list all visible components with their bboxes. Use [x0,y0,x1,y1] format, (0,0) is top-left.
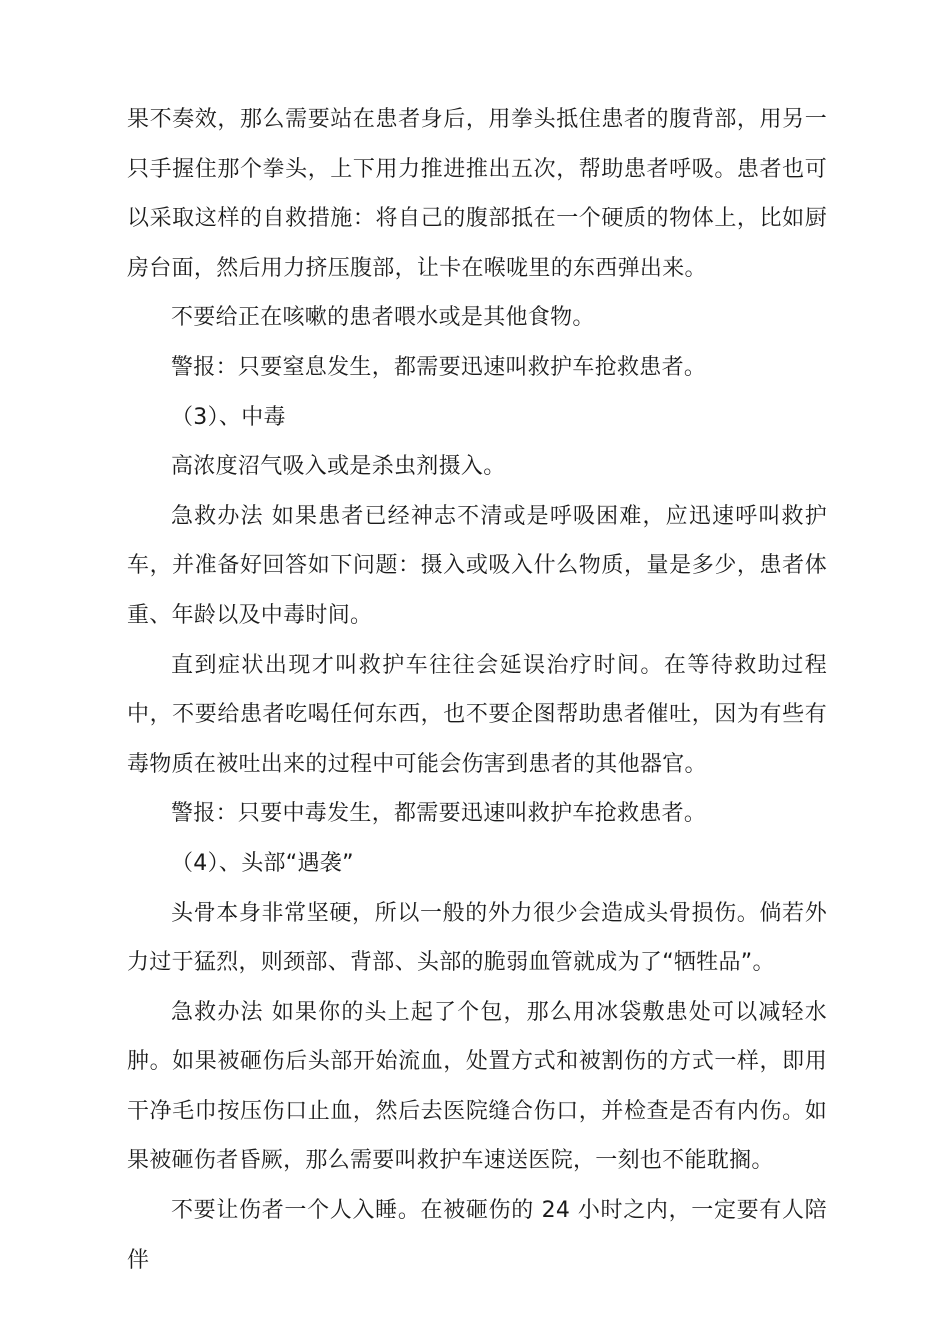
paragraph-poisoning-alert: 警报：只要中毒发生，都需要迅速叫救护车抢救患者。 [171,801,707,827]
paragraph-choking-alert: 警报：只要窒息发生，都需要迅速叫救护车抢救患者。 [171,354,707,380]
paragraph-heimlich-continued: 果不奏效，那么需要站在患者身后，用拳头抵住患者的腹背部，用另一只手握住那个拳头，上下用力推进推出五次，帮助患者呼吸。患者也可以采取这样的自救措施：将自己的腹部抵在一个硬质的物体上，比如厨房台面，然后用力挤压腹部，让卡在喉咙里的东西弹出来。 [127,107,827,281]
paragraph-head-first-aid: 急救办法 如果你的头上起了个包，那么用冰袋敷患处可以减轻水肿。如果被砸伤后头部开始流血，处置方式和被割伤的方式一样，即用干净毛巾按压伤口止血，然后去医院缝合伤口，并检查是否有内伤。如果被砸伤者昏厥，那么需要叫救护车速送医院，一刻也不能耽搁。 [127,999,827,1174]
paragraph-no-water: 不要给正在咳嗽的患者喂水或是其他食物。 [171,305,595,331]
section-heading-head-injury: （4）、头部“遇袭” [171,850,354,876]
document-body [127,95,827,1285]
section-heading-poisoning: （3）、中毒 [171,404,286,430]
paragraph-poisoning-first-aid: 急救办法 如果患者已经神志不清或是呼吸困难，应迅速呼叫救护车，并准备好回答如下问题：摄入或吸入什么物质，量是多少，患者体重、年龄以及中毒时间。 [127,503,827,628]
paragraph-do-not-sleep: 不要让伤者一个人入睡。在被砸伤的 24 小时之内，一定要有人陪伴 [127,1198,827,1273]
paragraph-poisoning-causes: 高浓度沼气吸入或是杀虫剂摄入。 [171,454,506,480]
paragraph-skull: 头骨本身非常坚硬，所以一般的外力很少会造成头骨损伤。倘若外力过于猛烈，则颈部、背部、头部的脆弱血管就成为了“牺牲品”。 [127,900,827,976]
paragraph-poisoning-delay: 直到症状出现才叫救护车往往会延误治疗时间。在等待救助过程中，不要给患者吃喝任何东西，也不要企图帮助患者催吐，因为有些有毒物质在被吐出来的过程中可能会伤害到患者的其他器官。 [127,652,827,777]
